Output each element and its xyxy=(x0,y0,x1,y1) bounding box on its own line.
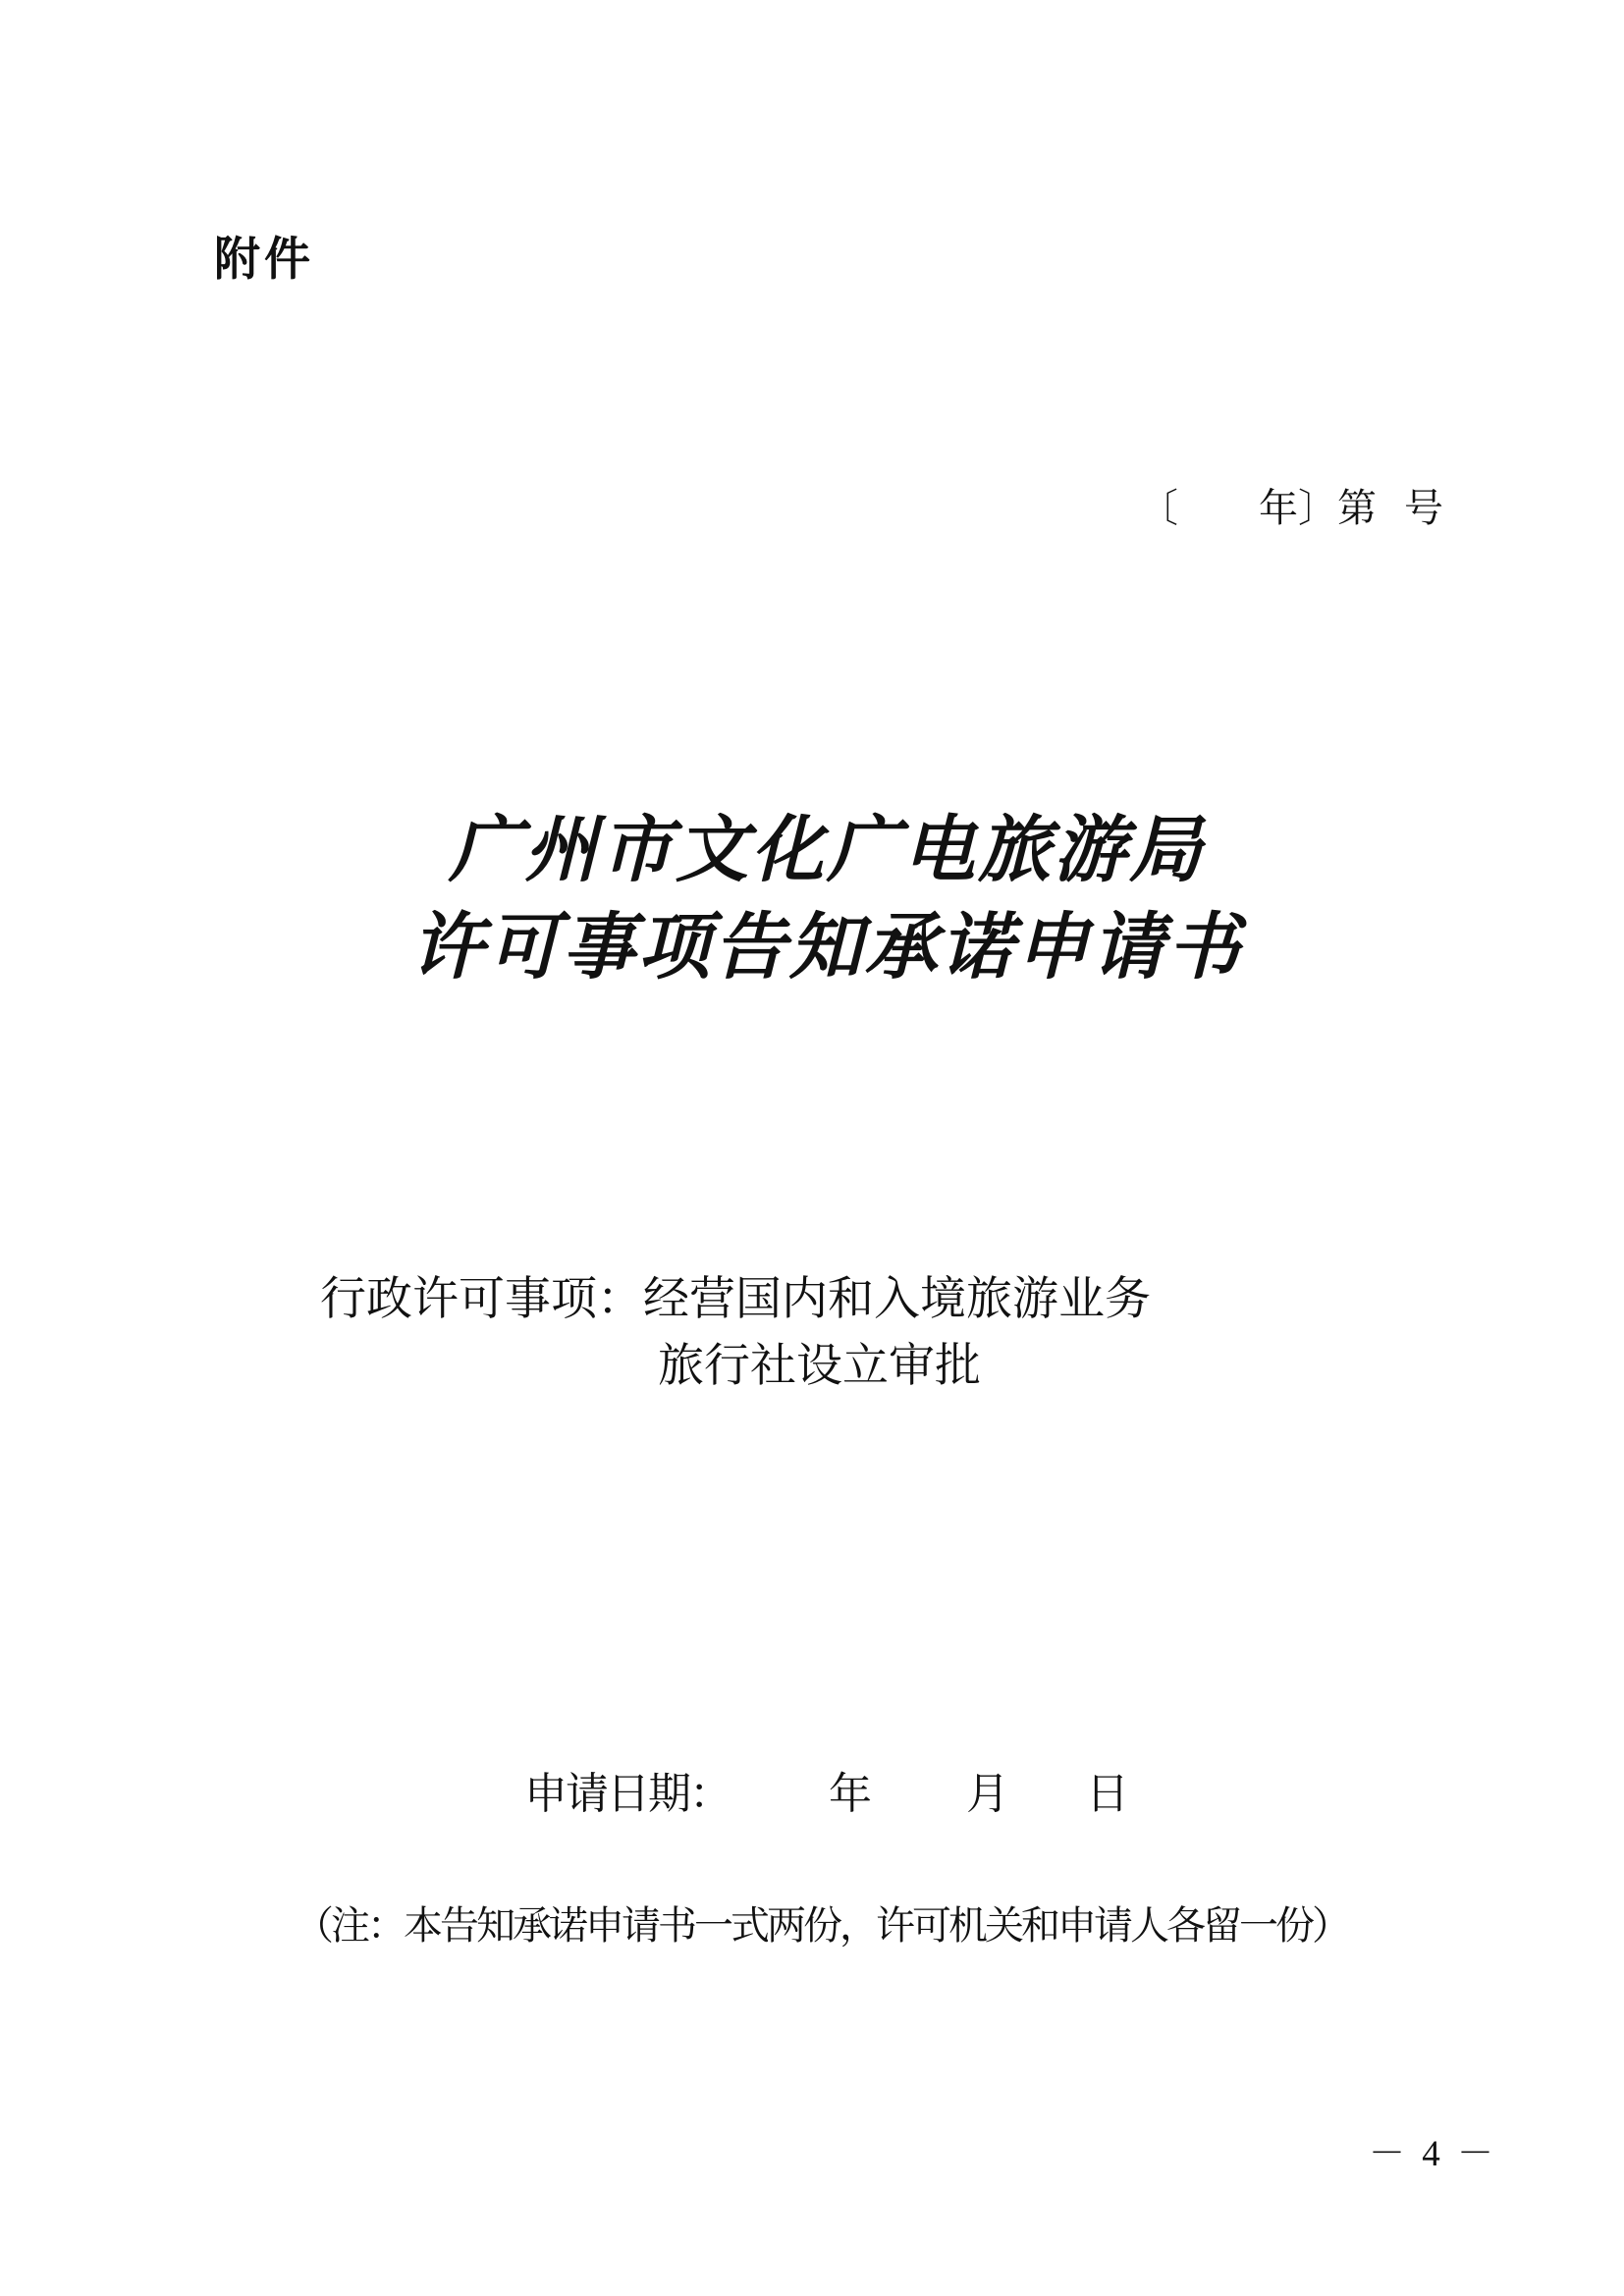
application-date-year-label: 年 xyxy=(829,1770,870,1818)
document-title xyxy=(15,803,1624,997)
document-title-line1: 广州市文化广电旅游局 xyxy=(449,811,1205,891)
licensing-item-value-line2: 旅行社设立审批 xyxy=(658,1341,981,1392)
licensing-item-value-line1: 经营国内和入境旅游业务 xyxy=(643,1274,1151,1325)
licensing-item-label: 行政许可事项： xyxy=(320,1274,643,1325)
application-date-label: 申请日期： xyxy=(524,1770,731,1818)
document-title-line2: 许可事项告知承诺申请书 xyxy=(410,908,1243,988)
application-date-line xyxy=(524,1771,1127,1818)
licensing-item-block xyxy=(320,1266,1151,1400)
note-line: （注：本告知承诺申请书一式两份，许可机关和申请人各留一份） xyxy=(295,1903,1348,1948)
doc-number-number-blank: 号 xyxy=(1404,486,1443,530)
application-date-day-label: 日 xyxy=(1086,1770,1127,1818)
application-date-month-label: 月 xyxy=(966,1770,1007,1818)
doc-number-bracket-open: 〔 xyxy=(1139,486,1178,530)
page-number: － 4 － xyxy=(1369,2134,1497,2174)
doc-number-year-blank: 年〕第 xyxy=(1259,486,1377,530)
attachment-label: 附件 xyxy=(214,233,314,285)
doc-number-line xyxy=(1139,486,1443,530)
